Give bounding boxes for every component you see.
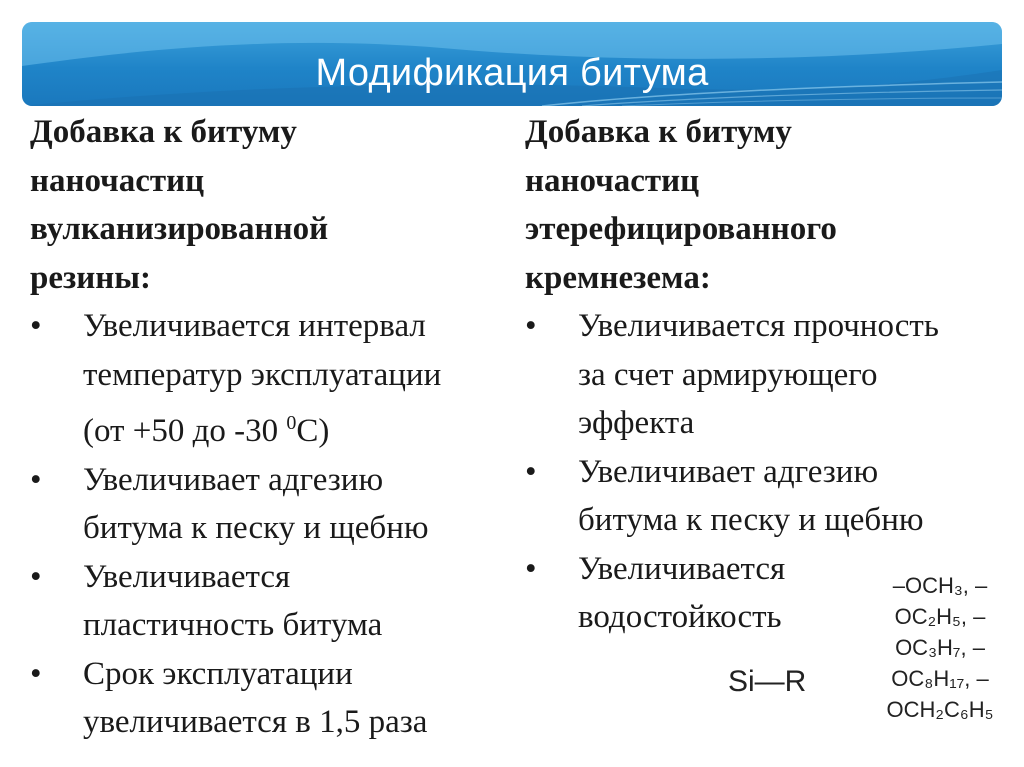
bullet-icon: • (30, 461, 42, 498)
bullet-icon: • (525, 550, 537, 587)
right-heading (525, 108, 1020, 302)
item-line: температур эксплуатации (83, 356, 442, 393)
left-heading-line: резины: (30, 259, 152, 296)
item-line: пластичность битума (83, 607, 383, 643)
left-heading-line: Добавка к битуму (30, 114, 297, 150)
left-bullet-list (30, 302, 520, 747)
r-group-line: OCH₂C₆H₅ (886, 697, 994, 722)
item-line: увеличивается в 1,5 раза (83, 704, 428, 740)
item-line: Срок эксплуатации (83, 655, 353, 692)
bullet-icon: • (525, 453, 537, 490)
right-heading-line: кремнезема: (525, 259, 711, 296)
left-heading-line: вулканизированной (30, 211, 329, 247)
item-line: водостойкость (578, 599, 782, 635)
item-line: Увеличивается прочность (578, 308, 939, 344)
r-group-line: OC₂H₅, – (894, 604, 986, 629)
left-column (30, 108, 520, 747)
item-line: Увеличивает адгезию (83, 461, 384, 498)
range-unit: С) (296, 413, 330, 449)
item-line: битума к песку и щебню (83, 510, 429, 546)
range-prefix: (от +50 до -30 (83, 413, 287, 449)
degree-superscript: 0 (286, 412, 297, 434)
item-line: за счет армирующего (578, 356, 878, 393)
bullet-icon: • (30, 558, 42, 595)
slide-title: Модификация битума (315, 52, 709, 94)
list-item (30, 456, 520, 553)
r-group-line: OC₈H₁₇, – (891, 666, 989, 691)
bullet-icon: • (30, 655, 42, 692)
item-line: битума к песку и щебню (578, 502, 924, 538)
title-banner (22, 22, 1002, 106)
item-line: Увеличивает адгезию (578, 453, 879, 490)
list-item (525, 448, 1020, 545)
item-line: Увеличивается интервал (83, 308, 426, 344)
list-item (30, 302, 520, 456)
right-heading-line: Добавка к битуму (525, 114, 792, 150)
bullet-icon: • (525, 308, 537, 344)
left-heading-line: наночастиц (30, 162, 205, 199)
temperature-range (83, 399, 520, 456)
item-line: эффекта (578, 405, 695, 441)
item-line: Увеличивается (83, 558, 291, 595)
bullet-icon: • (30, 308, 42, 344)
right-heading-line: наночастиц (525, 162, 700, 199)
silicon-formula-core: Si—R (728, 665, 807, 698)
list-item (525, 302, 1020, 448)
right-column (525, 108, 1020, 642)
r-group-line: –OCH₃, – (892, 573, 988, 598)
r-group-list (870, 570, 1010, 725)
list-item (30, 553, 520, 650)
list-item (30, 650, 520, 747)
item-line: Увеличивается (578, 550, 786, 587)
right-heading-line: этерефицированного (525, 211, 837, 247)
left-heading (30, 108, 520, 302)
r-group-line: OC₃H₇, – (895, 635, 985, 660)
